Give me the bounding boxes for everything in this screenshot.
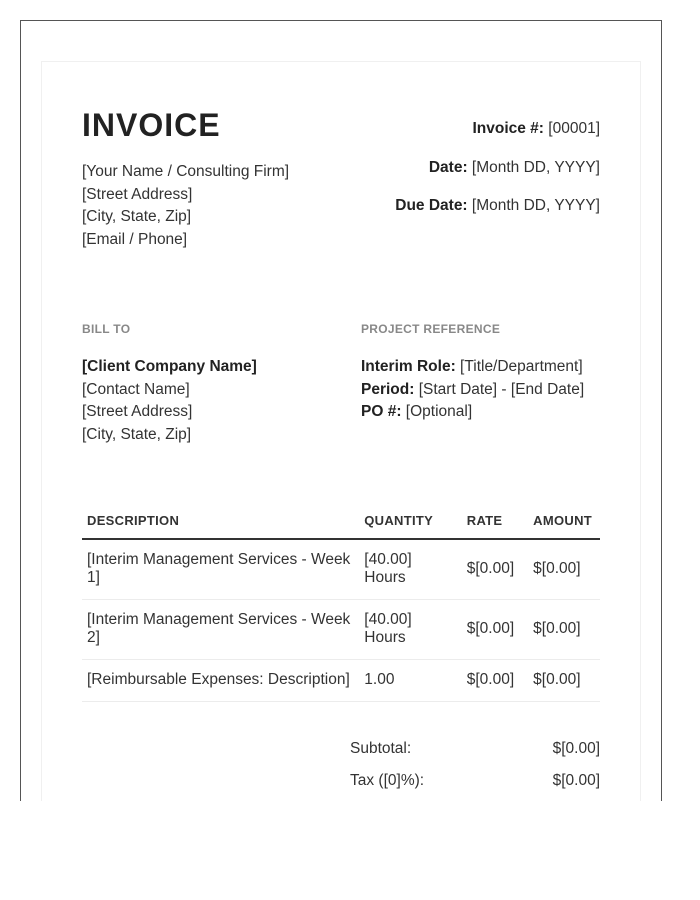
invoice-number-label: Invoice #:	[472, 120, 544, 137]
table-row	[82, 539, 600, 600]
header-description: DESCRIPTION	[82, 504, 359, 539]
tax-value: $[0.00]	[552, 772, 600, 789]
table-row	[82, 600, 600, 660]
sender-street: [Street Address]	[82, 185, 193, 203]
row-rate: $[0.00]	[462, 539, 528, 600]
period-row	[361, 379, 621, 402]
invoice-date-row	[395, 157, 600, 196]
tax-row	[350, 770, 600, 801]
header-amount: AMOUNT	[528, 504, 600, 539]
document-viewport	[20, 20, 662, 801]
sender-contact: [Email / Phone]	[82, 230, 188, 248]
totals-section	[350, 738, 600, 801]
invoice-number-value: [00001]	[548, 120, 600, 137]
due-date-label: Due Date:	[395, 197, 468, 214]
bill-to-section	[82, 322, 352, 446]
project-reference-lines	[361, 356, 621, 424]
table-row	[82, 660, 600, 702]
subtotal-label: Subtotal:	[350, 740, 412, 757]
due-date-row	[395, 195, 600, 234]
invoice-title: INVOICE	[82, 107, 221, 143]
header-rate: RATE	[462, 504, 528, 539]
bill-to-label: BILL TO	[82, 322, 131, 336]
invoice-number-row	[395, 118, 600, 157]
bill-to-lines	[82, 356, 352, 446]
sender-city: [City, State, Zip]	[82, 208, 192, 225]
period-value: [Start Date] - [End Date]	[418, 380, 585, 398]
po-value: [Optional]	[405, 403, 473, 420]
row-rate: $[0.00]	[462, 660, 528, 702]
invoice-meta	[395, 118, 600, 234]
row-amount: $[0.00]	[528, 539, 600, 600]
project-reference-section	[361, 322, 621, 424]
row-description: [Reimbursable Expenses: Description]	[82, 660, 359, 702]
po-label: PO #:	[361, 403, 402, 420]
client-contact-name: [Contact Name]	[82, 380, 190, 398]
due-date-value: [Month DD, YYYY]	[471, 197, 600, 214]
row-quantity: [40.00] Hours	[359, 539, 461, 600]
interim-role-value: [Title/Department]	[460, 358, 583, 375]
subtotal-value: $[0.00]	[552, 740, 600, 757]
invoice-date-value: [Month DD, YYYY]	[471, 158, 600, 176]
row-rate: $[0.00]	[462, 600, 528, 660]
project-reference-label: PROJECT REFERENCE	[361, 322, 501, 336]
client-street: [Street Address]	[82, 403, 193, 420]
row-description: [Interim Management Services - Week 2]	[82, 600, 359, 660]
invoice-date-label: Date:	[428, 158, 468, 176]
client-company-name: [Client Company Name]	[82, 358, 257, 375]
row-amount: $[0.00]	[528, 600, 600, 660]
interim-role-label: Interim Role:	[361, 358, 456, 375]
table-header-row	[82, 504, 600, 539]
line-items-table	[82, 504, 600, 702]
invoice-page	[41, 61, 641, 801]
client-city: [City, State, Zip]	[82, 425, 192, 443]
header-quantity: QUANTITY	[359, 504, 461, 539]
tax-label: Tax ([0]%):	[350, 772, 425, 789]
sender-name: [Your Name / Consulting Firm]	[82, 163, 290, 180]
po-row	[361, 401, 621, 424]
subtotal-row	[350, 738, 600, 770]
row-quantity: [40.00] Hours	[359, 600, 461, 660]
row-quantity: 1.00	[359, 660, 461, 702]
row-amount: $[0.00]	[528, 660, 600, 702]
row-description: [Interim Management Services - Week 1]	[82, 539, 359, 600]
period-label: Period:	[361, 380, 415, 398]
sender-address	[82, 161, 289, 251]
interim-role-row	[361, 356, 621, 379]
